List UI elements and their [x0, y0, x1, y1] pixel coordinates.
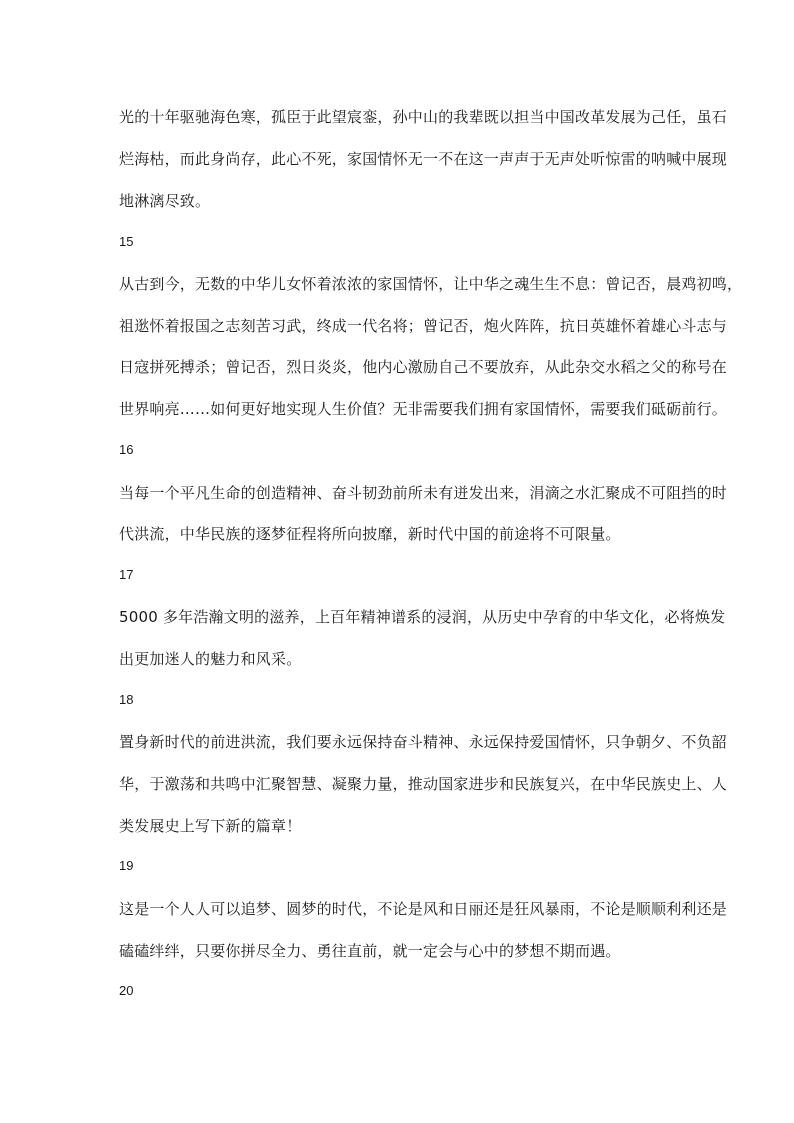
text-line: 光的十年驱驰海色寒，孤臣于此望宸銮，孙中山的我辈既以担当中国改革发展为己任，虽石 — [119, 108, 728, 126]
text-line: 当每一个平凡生命的创造精神、奋斗韧劲前所未有迸发出来，涓滴之水汇聚成不可阻挡的时 — [119, 484, 728, 502]
text-line: 这是一个人人可以追梦、圆梦的时代，不论是风和日丽还是狂风暴雨，不论是顺顺利利还是 — [119, 900, 728, 918]
section-number: 16 — [119, 442, 134, 457]
text-line: 5000 多年浩瀚文明的滋养，上百年精神谱系的浸润，从历史中孕育的中华文化，必将焕发 — [119, 608, 726, 626]
text-line: 祖逖怀着报国之志刻苦习武，终成一代名将；曾记否，炮火阵阵，抗日英雄怀着雄心斗志与 — [119, 317, 728, 335]
section-number: 20 — [119, 983, 134, 998]
text-line: 出更加迷人的魅力和风采。 — [119, 650, 302, 668]
text-line: 从古到今，无数的中华儿女怀着浓浓的家国情怀，让中华之魂生生不息：曾记否，晨鸡初鸣， — [119, 275, 743, 293]
text-line: 华，于激荡和共鸣中汇聚智慧、凝聚力量，推动国家进步和民族复兴，在中华民族史上、人 — [119, 775, 728, 793]
text-line: 置身新时代的前进洪流，我们要永远保持奋斗精神、永远保持爱国情怀，只争朝夕、不负韶 — [119, 733, 728, 751]
text-line: 代洪流，中华民族的逐梦征程将所向披靡，新时代中国的前途将不可限量。 — [119, 525, 621, 543]
section-number: 18 — [119, 692, 134, 707]
text-line: 烂海枯，而此身尚存，此心不死，家国情怀无一不在这一声声于无声处听惊雷的呐喊中展现 — [119, 150, 728, 168]
section-number: 15 — [119, 234, 134, 249]
text-line: 类发展史上写下新的篇章！ — [119, 817, 302, 835]
text-line: 地淋漓尽致。 — [119, 192, 211, 210]
text-line: 世界响亮……如何更好地实现人生价值？无非需要我们拥有家国情怀，需要我们砥砺前行。 — [119, 400, 728, 418]
section-number: 17 — [119, 567, 134, 582]
text-line: 日寇拼死搏杀；曾记否，烈日炎炎，他内心激励自己不要放弃，从此杂交水稻之父的称号在 — [119, 358, 728, 376]
text-line: 磕磕绊绊，只要你拼尽全力、勇往直前，就一定会与心中的梦想不期而遇。 — [119, 942, 621, 960]
section-number: 19 — [119, 858, 134, 873]
